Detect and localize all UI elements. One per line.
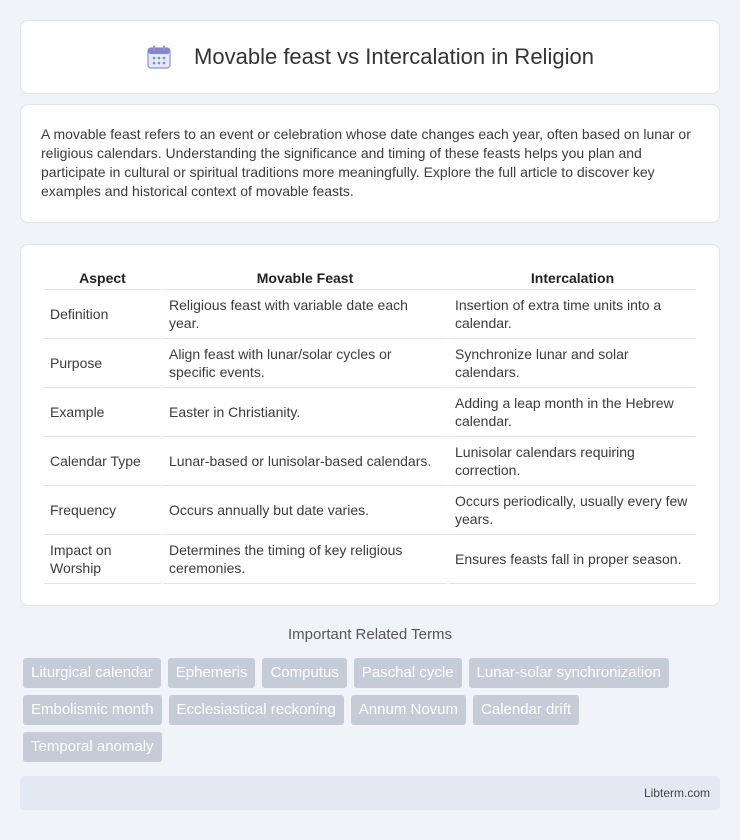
related-term-tag[interactable]: Computus: [262, 658, 346, 688]
related-term-tag[interactable]: Ephemeris: [168, 658, 256, 688]
intercalation-cell: Ensures feasts fall in proper season.: [449, 535, 696, 584]
aspect-cell: Purpose: [44, 339, 161, 388]
comparison-card: [20, 244, 720, 606]
table-row: [44, 339, 696, 388]
related-term-tag[interactable]: Embolismic month: [23, 695, 162, 725]
related-term-tag[interactable]: Liturgical calendar: [23, 658, 161, 688]
intercalation-cell: Insertion of extra time units into a calendar.: [449, 290, 696, 339]
movable-feast-cell: Religious feast with variable date each year.: [163, 290, 447, 339]
intercalation-cell: Lunisolar calendars requiring correction.: [449, 437, 696, 486]
table-row: [44, 486, 696, 535]
header-card: [20, 20, 720, 94]
table-row: [44, 290, 696, 339]
intro-card: [20, 104, 720, 223]
aspect-cell: Definition: [44, 290, 161, 339]
table-header-row: [44, 266, 696, 290]
intercalation-cell: Occurs periodically, usually every few years.: [449, 486, 696, 535]
comparison-table: [42, 266, 698, 584]
related-term-tag[interactable]: Calendar drift: [473, 695, 579, 725]
header-aspect: Aspect: [44, 266, 161, 290]
footer: [20, 776, 720, 810]
aspect-cell: Impact on Worship: [44, 535, 161, 584]
header-movable-feast: Movable Feast: [163, 266, 447, 290]
related-term-tag[interactable]: Paschal cycle: [354, 658, 462, 688]
intro-text: A movable feast refers to an event or celebration whose date changes each year, often based on lunar or religious calendars. Understanding the significance and timing of these feasts helps you plan and participate in cultural or spiritual traditions more meaningfully. Explore the full article to discover key examples and historical context of movable feasts.: [41, 126, 691, 199]
related-terms-list: [23, 658, 723, 769]
footer-brand-link[interactable]: Libterm.com: [643, 786, 710, 800]
movable-feast-cell: Align feast with lunar/solar cycles or specific events.: [163, 339, 447, 388]
related-term-tag[interactable]: Temporal anomaly: [23, 732, 162, 762]
calendar-icon: [146, 44, 172, 70]
aspect-cell: Frequency: [44, 486, 161, 535]
movable-feast-cell: Determines the timing of key religious ceremonies.: [163, 535, 447, 584]
table-row: [44, 535, 696, 584]
movable-feast-cell: Occurs annually but date varies.: [163, 486, 447, 535]
aspect-cell: Calendar Type: [44, 437, 161, 486]
related-term-tag[interactable]: Annum Novum: [351, 695, 466, 725]
intercalation-cell: Synchronize lunar and solar calendars.: [449, 339, 696, 388]
related-term-tag[interactable]: Lunar-solar synchronization: [469, 658, 669, 688]
page-title: Movable feast vs Intercalation in Religion: [194, 44, 594, 69]
header-intercalation: Intercalation: [449, 266, 696, 290]
movable-feast-cell: Easter in Christianity.: [163, 388, 447, 437]
movable-feast-cell: Lunar-based or lunisolar-based calendars.: [163, 437, 447, 486]
table-row: [44, 437, 696, 486]
related-terms-title: Important Related Terms: [288, 626, 452, 643]
intercalation-cell: Adding a leap month in the Hebrew calendar.: [449, 388, 696, 437]
related-term-tag[interactable]: Ecclesiastical reckoning: [169, 695, 344, 725]
table-row: [44, 388, 696, 437]
aspect-cell: Example: [44, 388, 161, 437]
